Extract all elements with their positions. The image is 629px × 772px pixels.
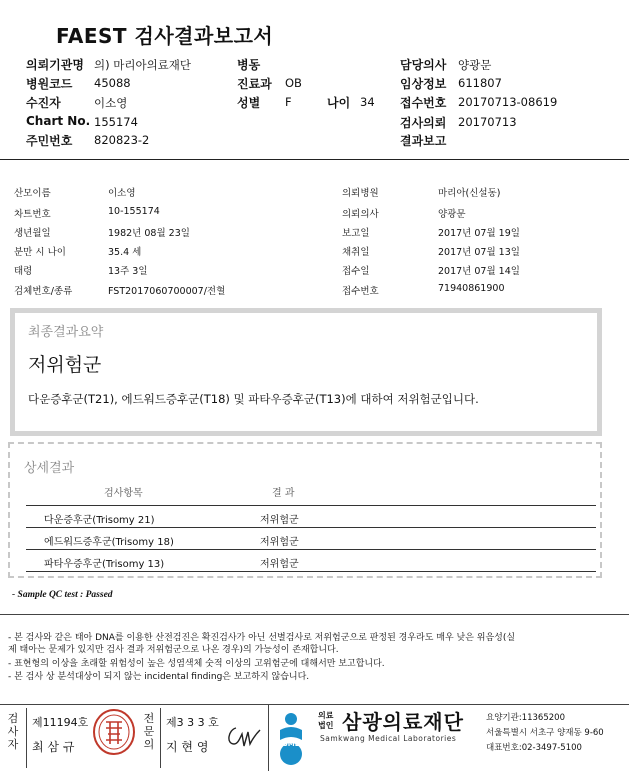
examiner-tag: 검사자 — [7, 712, 19, 751]
patient-value: 2017년 07월 19일 — [438, 228, 520, 239]
seal-stamp-icon — [92, 708, 136, 756]
age-label: 나이 — [327, 96, 351, 110]
header-value: 20170713 — [458, 115, 517, 129]
header-label: 성별 — [237, 96, 261, 110]
summary-heading: 최종결과요약 — [28, 325, 104, 340]
org-name: 삼광의료재단 — [342, 710, 464, 734]
header-label: 진료과 — [237, 77, 272, 91]
detail-heading: 상세결과 — [24, 461, 75, 476]
specialist-license: 제3 3 3 호 — [166, 716, 219, 729]
patient-value: 10-155174 — [108, 206, 160, 217]
table-row-result: 저위험군 — [260, 515, 299, 526]
patient-value: 13주 3일 — [108, 266, 148, 277]
note-line: - 본 검사 상 분석대상이 되지 않는 incidental finding은 보고하지 않습니다. — [8, 672, 310, 682]
notes-divider — [0, 614, 629, 615]
report-title: FAEST 검사결과보고서 — [56, 24, 274, 48]
header-value: 양광문 — [458, 58, 492, 72]
org-prefix: 의료법인 — [318, 711, 334, 730]
patient-label: 생년월일 — [14, 228, 51, 239]
header-value: OB — [285, 76, 302, 90]
patient-label: 접수번호 — [342, 286, 379, 297]
examiner-license: 제11194호 — [32, 716, 89, 729]
header-value: 45088 — [94, 76, 131, 90]
patient-label: 의뢰의사 — [342, 209, 379, 220]
header-value: 155174 — [94, 115, 138, 129]
header-label: 주민번호 — [26, 134, 73, 148]
table-row-item: 파타우증후군(Trisomy 13) — [44, 559, 165, 570]
header-label: 의뢰기관명 — [26, 58, 84, 72]
table-rule — [26, 549, 596, 550]
patient-value: 2017년 07월 14일 — [438, 266, 520, 277]
header-divider — [0, 159, 629, 160]
org-code: 요양기관:11365200 — [486, 713, 565, 723]
header-label: 임상정보 — [400, 77, 447, 91]
sml-badge-text: SML — [282, 740, 300, 748]
signature-icon — [222, 722, 262, 752]
patient-value: 1982년 08월 23일 — [108, 228, 190, 239]
header-label: 병원코드 — [26, 77, 73, 91]
header-label: 접수번호 — [400, 96, 447, 110]
examiner-name: 최 삼 규 — [32, 740, 75, 754]
header-label: 수진자 — [26, 96, 61, 110]
sml-logo-icon — [272, 710, 310, 766]
org-english: Samkwang Medical Laboratories — [320, 734, 457, 743]
patient-label: 보고일 — [342, 228, 370, 239]
footer-divider — [160, 708, 161, 768]
table-row-item: 다운증후군(Trisomy 21) — [44, 515, 155, 526]
specialist-tag: 전문의 — [143, 712, 155, 751]
patient-label: 태령 — [14, 266, 33, 277]
org-phone: 대표번호:02-3497-5100 — [486, 743, 582, 753]
table-row-result: 저위험군 — [260, 559, 299, 570]
patient-label: 차트번호 — [14, 209, 51, 220]
patient-value: 35.4 세 — [108, 247, 142, 258]
header-label: 병동 — [237, 58, 261, 72]
table-rule — [26, 505, 596, 506]
header-value: 의) 마리아의료재단 — [94, 58, 192, 72]
header-value: 이소영 — [94, 96, 128, 110]
table-rule — [26, 527, 596, 528]
header-label: 담당의사 — [400, 58, 447, 72]
note-line: - 표현형의 이상을 초래할 위험성이 높은 성염색체 숫적 이상의 고위험군에 대해서만 보고합니다. — [8, 659, 385, 669]
patient-label: 검체번호/종류 — [14, 286, 73, 297]
header-value: 20170713-08619 — [458, 95, 558, 109]
table-rule — [26, 571, 596, 572]
age-value: 34 — [360, 95, 375, 109]
patient-value: 2017년 07월 13일 — [438, 247, 520, 258]
summary-result: 저위험군 — [28, 354, 102, 376]
specialist-name: 지 현 영 — [166, 740, 209, 754]
header-label: Chart No. — [26, 114, 91, 128]
header-value: F — [285, 95, 292, 109]
footer-divider — [26, 708, 27, 768]
note-line: 제 태아는 문제가 있지만 검사 결과 저위험군으로 나온 경우)의 가능성이 존재합니다. — [8, 645, 339, 655]
org-address: 서울특별시 서초구 양재동 9-60 — [486, 728, 604, 738]
patient-label: 채취일 — [342, 247, 370, 258]
patient-label: 분만 시 나이 — [14, 247, 66, 258]
patient-label: 산모이름 — [14, 188, 51, 199]
patient-value: 양광문 — [438, 209, 466, 220]
patient-label: 의뢰병원 — [342, 188, 379, 199]
col-result-header: 결 과 — [272, 488, 295, 499]
summary-box — [10, 308, 602, 436]
patient-value: 이소영 — [108, 188, 136, 199]
note-line: - 본 검사와 같은 태아 DNA를 이용한 산전검진은 확진검사가 아닌 선별검사로 저위험군으로 판정된 경우라도 매우 낮은 위음성(실 — [8, 633, 516, 643]
detail-box — [8, 442, 602, 578]
col-item-header: 검사항목 — [104, 488, 143, 499]
header-label: 결과보고 — [400, 134, 447, 148]
header-value: 820823-2 — [94, 133, 150, 147]
qc-status: - Sample QC test : Passed — [12, 590, 113, 600]
table-row-result: 저위험군 — [260, 537, 299, 548]
summary-text: 다운증후군(T21), 에드워드증후군(T18) 및 파타우증후군(T13)에 대하여 저위험군입니다. — [28, 392, 479, 406]
header-label: 검사의뢰 — [400, 116, 447, 130]
patient-value: 71940861900 — [438, 283, 505, 294]
table-row-item: 에드워드증후군(Trisomy 18) — [44, 537, 174, 548]
patient-label: 접수일 — [342, 266, 370, 277]
patient-value: FST2017060700007/전혈 — [108, 286, 226, 297]
header-value: 611807 — [458, 76, 502, 90]
patient-value: 마리아(신설동) — [438, 188, 501, 199]
